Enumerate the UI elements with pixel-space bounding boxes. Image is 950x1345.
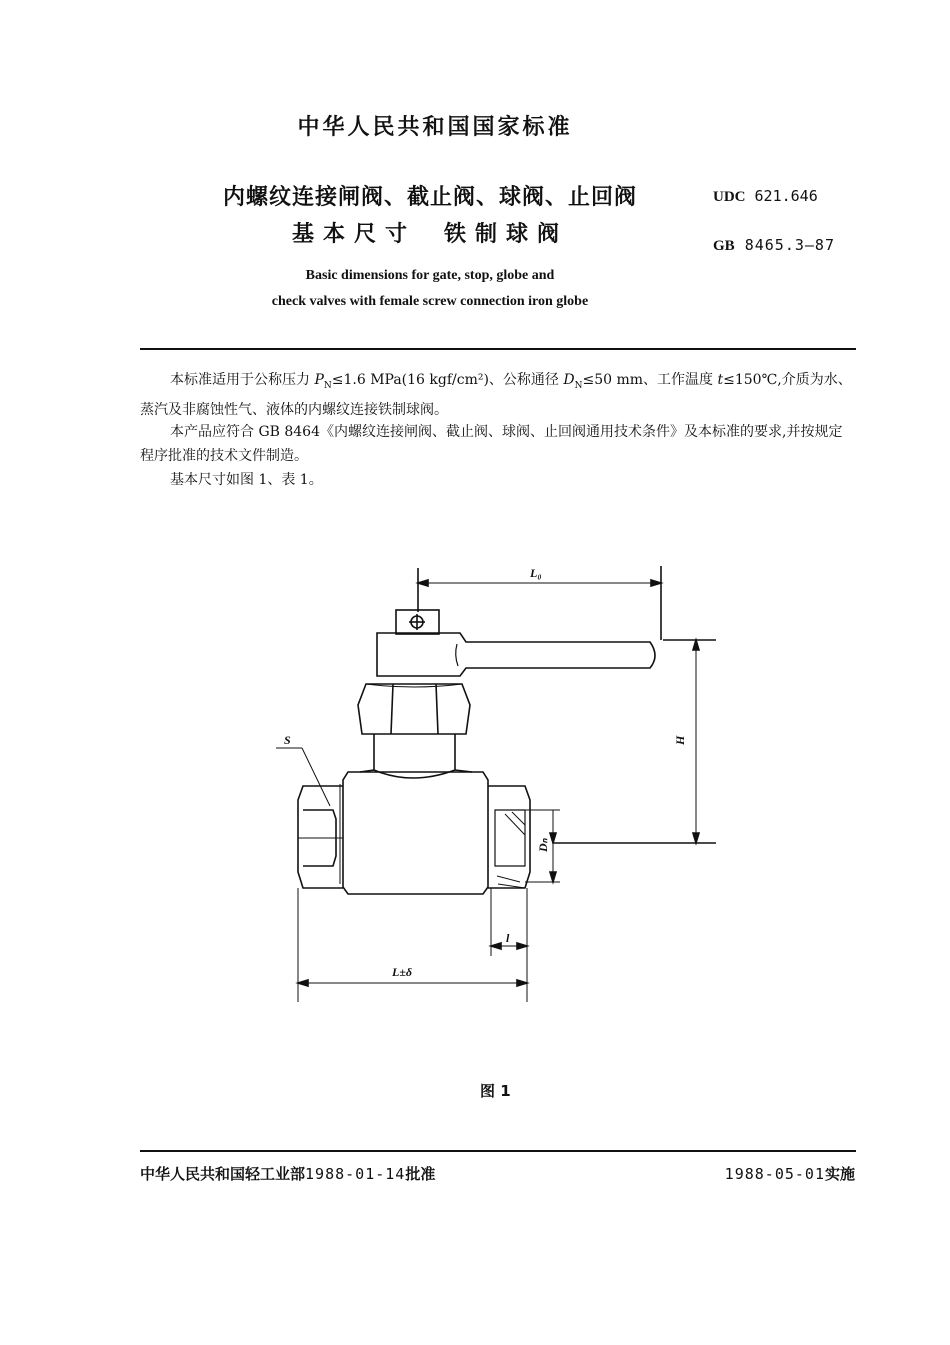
gb-code [713, 236, 835, 255]
scope-text-c: ≤50 mm、工作温度 [582, 372, 718, 388]
valve-drawing [270, 555, 730, 1015]
scope-paragraph [140, 368, 856, 422]
approval-word: 批准 [405, 1165, 436, 1183]
approval-line [140, 1163, 435, 1184]
title-part-iron-ball-valve: 铁制球阀 [444, 222, 569, 247]
scope-text-b: ≤1.6 MPa(16 kgf/cm²)、公称通径 [331, 372, 564, 388]
dimensions-reference-text: 基本尺寸如图 1、表 1。 [170, 472, 323, 488]
english-title-line1: Basic dimensions for gate, stop, globe and [305, 268, 555, 283]
scope-text-a: 本标准适用于公称压力 [170, 372, 315, 388]
pn-symbol: P [314, 372, 324, 388]
dimensions-reference-paragraph [140, 468, 856, 492]
dn-subscript: N [574, 380, 583, 391]
label-s: S [284, 733, 291, 747]
pn-subscript: N [323, 380, 332, 391]
t-symbol: t [717, 372, 724, 388]
national-standard-header: 中华人民共和国国家标准 [297, 115, 573, 140]
effective-date: 1988-05-01 [724, 1165, 825, 1183]
effective-line [725, 1163, 855, 1184]
standard-title-line1: 内螺纹连接闸阀、截止阀、球阀、止回阀 [222, 185, 637, 210]
udc-code [713, 187, 818, 206]
scope-text-d: ≤150℃,介质为水、蒸汽及非腐蚀性气、液体的内螺纹连接铁制球阀。 [140, 372, 852, 418]
conformance-paragraph [140, 420, 856, 468]
label-h: H [673, 735, 687, 745]
conformance-text: 本产品应符合 GB 8464《内螺纹连接闸阀、截止阀、球阀、止回阀通用技术条件》及本标准的要求,并按规定程序批准的技术文件制造。 [140, 424, 843, 464]
title-part-basic-dimensions: 基本尺寸 [291, 222, 416, 247]
label-dn: Dₙ [536, 838, 550, 852]
gb-label: GB [713, 238, 735, 254]
figure-caption: 图 1 [480, 1082, 511, 1100]
standard-title-line2 [170, 217, 690, 248]
label-l: l [506, 931, 510, 945]
dn-symbol: D [563, 372, 575, 388]
udc-label: UDC [713, 189, 746, 205]
effective-word: 实施 [824, 1165, 855, 1183]
label-length: L±δ [392, 965, 413, 979]
gb-value: 8465.3—87 [744, 236, 835, 254]
udc-value: 621.646 [754, 187, 818, 205]
approving-organization: 中华人民共和国轻工业部 [140, 1165, 306, 1183]
label-l0: L₀ [530, 566, 542, 580]
top-divider [140, 348, 856, 350]
approval-date: 1988-01-14 [305, 1165, 406, 1183]
bottom-divider [140, 1150, 856, 1152]
english-title-line2: check valves with female screw connection iron globe [271, 294, 589, 309]
